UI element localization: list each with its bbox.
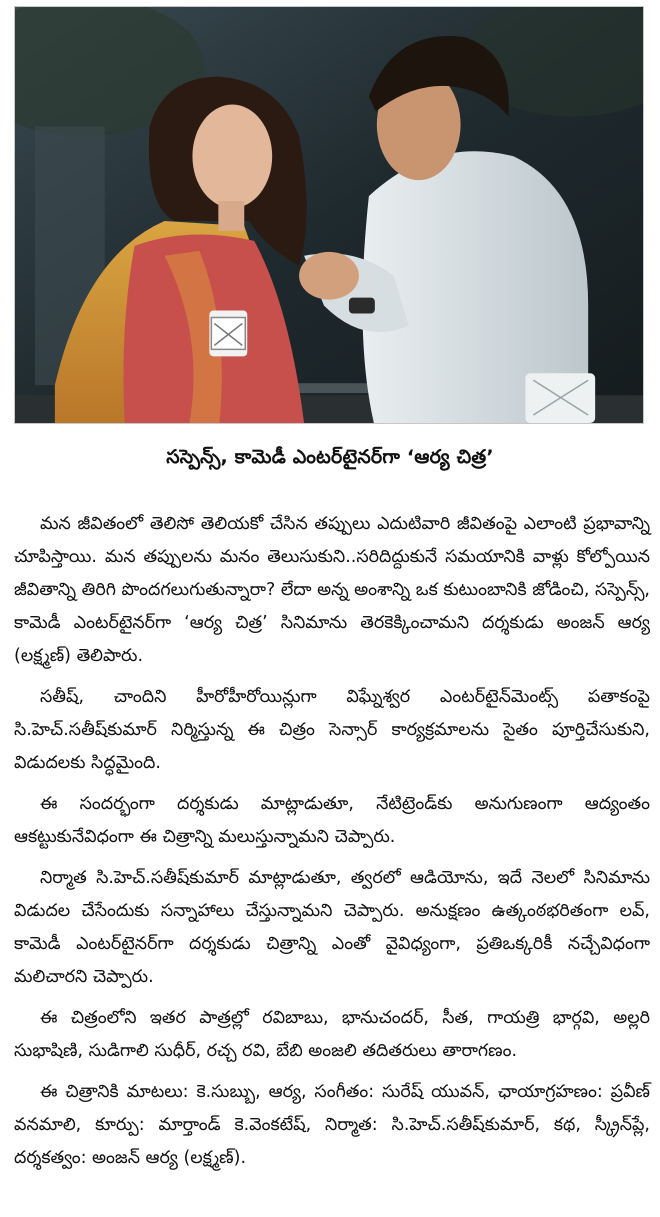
article-headline: సస్పెన్స్, కామెడీ ఎంటర్‌టైనర్‌గా ‘ఆర్య చిత్ర’ [166, 446, 494, 468]
movie-still-photo [14, 6, 644, 424]
article-paragraph-director-quote: ఈ సందర్భంగా దర్శకుడు మాట్లాడుతూ, నేటిట్రెండ్‌కు అనుగుణంగా ఆద్యంతం ఆకట్టుకునేవిధంగా ఈ చిత్రాన్ని మలుస్తున్నామని చెప్పారు. [14, 794, 650, 847]
movie-still-illustration [15, 7, 643, 423]
article-paragraph-production: సతీష్, చాందిని హీరోహీరోయిన్లుగా విఘ్నేశ్వర ఎంటర్‌టైన్‌మెంట్స్ పతాకంపై సి.హెచ్.సతీష్‌కుమార్ నిర్మిస్తున్న ఈ చిత్రం సెన్సార్ కార్యక్రమాలను సైతం పూర్తిచేసుకుని, విడుదలకు సిద్ధమైంది. [14, 687, 650, 773]
article-body [14, 508, 650, 1183]
article-paragraph-intro: మన జీవితంలో తెలిసో తెలియకో చేసిన తప్పులు ఎదుటివారి జీవితంపై ఎలాంటి ప్రభావాన్ని చూపిస్తాయి. మన తప్పులను మనం తెలుసుకుని..సరిదిద్దుకునే సమయానికి వాళ్లు కోల్పోయిన జీవితాన్ని తిరిగి పొందగలుగుతున్నారా? లేదా అన్న అంశాన్ని ఒక కుటుంబానికి జోడించి, సస్పెన్స్, కామెడీ ఎంటర్‌టైనర్‌గా ‘ఆర్య చిత్ర’ సినిమాను తెరకెక్కించామని దర్శకుడు అంజన్ ఆర్య (లక్ష్మణ్) తెలిపారు. [14, 514, 650, 666]
article-paragraph-cast: ఈ చిత్రంలోని ఇతర పాత్రల్లో రవిబాబు, భానుచందర్, సీత, గాయత్రి భార్గవి, అల్లరి సుభాషిణి, సుడిగాలి సుధీర్, రచ్చ రవి, బేబి అంజలి తదితరులు తారాగణం. [14, 1008, 650, 1061]
article-paragraph-credits: ఈ చిత్రానికి మాటలు: కె.సుబ్బు, ఆర్య, సంగీతం: సురేష్ యువన్, ఛాయాగ్రహణం: ప్రవీణ్ వనమాలి, కూర్పు: మార్తాండ్ కె.వెంకటేష్, నిర్మాత: సి.హెచ్.సతీష్‌కుమార్, కథ, స్క్రీన్‌ప్లే, దర్శకత్వం: అంజన్ ఆర్య (లక్ష్మణ్). [14, 1082, 650, 1168]
article-paragraph-producer-quote: నిర్మాత సి.హెచ్.సతీష్‌కుమార్ మాట్లాడుతూ, త్వరలో ఆడియోను, ఇదే నెలలో సినిమాను విడుదల చేసేందుకు సన్నాహాలు చేస్తున్నామని చెప్పారు. అనుక్షణం ఉత్కంఠభరితంగా లవ్, కామెడీ ఎంటర్‌టైనర్‌గా దర్శకుడు చిత్రాన్ని ఎంతో వైవిధ్యంగా, ప్రతిఒక్కరికీ నచ్చేవిధంగా మలిచారని చెప్పారు. [14, 868, 650, 987]
